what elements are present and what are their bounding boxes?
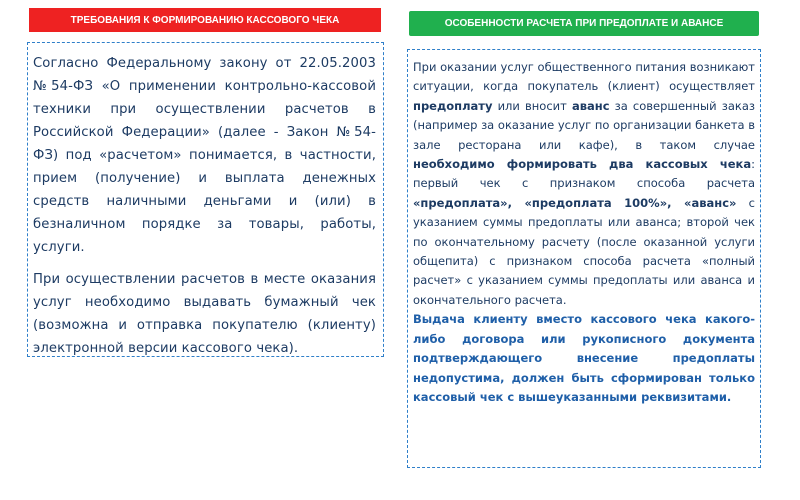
law-definition-paragraph: Согласно Федеральному закону от 22.05.2003 №54-ФЗ «О применении контрольно-кассовой техники при осуществлении расчетов в Российской Федерации» (далее - Закон №54-ФЗ) под «расчетом» понимается, в частности, прием (получение) и выплата денежных средств наличными деньгами и (или) в безналичном порядке за товары, работы, услуги. <box>33 56 376 255</box>
text-run: с указанием суммы предоплаты или аванса; второй чек по окончательному расчету (после оказанной услуги общепита) с признаком способа расчета «полный расчет» с указанием суммы предоплаты или аванса и окончательного расчета. <box>413 195 755 307</box>
left-section-heading: ТРЕБОВАНИЯ К ФОРМИРОВАНИЮ КАССОВОГО ЧЕКА <box>29 8 381 32</box>
emphasis-payment-methods: «предоплата», «предоплата 100%», «аванс» <box>413 195 737 210</box>
prepayment-features-panel <box>407 49 761 468</box>
right-section-heading: ОСОБЕННОСТИ РАСЧЕТА ПРИ ПРЕДОПЛАТЕ И АВАНСЕ <box>409 11 759 36</box>
paper-receipt-paragraph: При осуществлении расчетов в месте оказания услуг необходимо выдавать бумажный чек (возможна и отправка покупателю (клиенту) электронной версии кассового чека). <box>33 272 376 356</box>
text-run: При оказании услуг общественного питания возникают ситуации, когда покупатель (клиент) осуществляет <box>413 60 755 94</box>
prepayment-paragraph <box>413 58 755 310</box>
text-run: : первый чек с признаком способа расчета <box>413 157 755 191</box>
text-run: за совершенный заказ (например за оказание услуг по организации банкета в зале ресторана или кафе), в таком случае <box>413 98 755 152</box>
receipt-warning-paragraph: Выдача клиенту вместо кассового чека какого-либо договора или рукописного документа подтверждающего внесение предоплаты недопустима, должен быть сформирован только кассовый чек с вышеуказанными реквизитами. <box>413 312 755 404</box>
text-run: или вносит <box>492 98 572 113</box>
emphasis-prepayment: предоплату <box>413 98 493 113</box>
cash-receipt-requirements-panel <box>27 42 384 357</box>
emphasis-two-receipts: необходимо формировать два кассовых чека <box>413 157 752 172</box>
emphasis-advance: аванс <box>571 98 610 113</box>
